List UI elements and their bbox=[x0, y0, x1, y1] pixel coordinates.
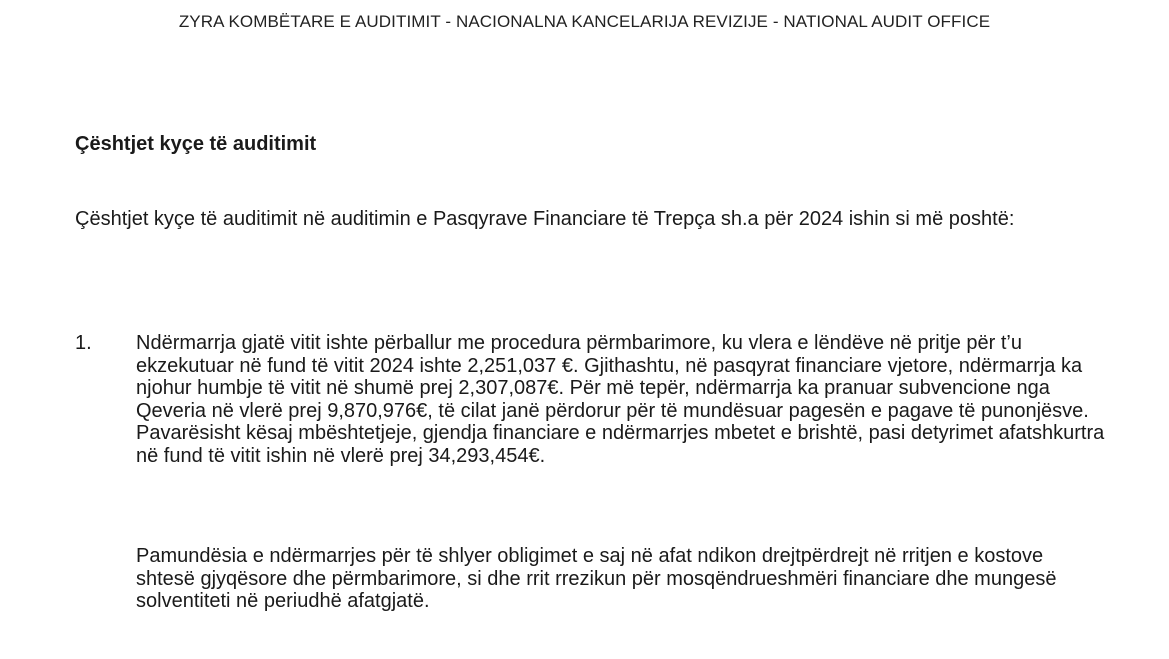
list-item-paragraph: Pamundësia e ndërmarrjes për të shlyer obligimet e saj në afat ndikon drejtpërdrejt në rritjen e kostove shtesë gjyqësore dhe përmbarimore, si dhe rrit rrezikun për mosqëndrueshmëri financiare dhe mungesë solventiteti në periudhë afatgjatë. bbox=[136, 545, 1057, 613]
intro-paragraph: Çështjet kyçe të auditimit në auditimin e Pasqyrave Financiare të Trepça sh.a për 2024 ishin si më poshtë: bbox=[75, 208, 1015, 230]
list-item-paragraph: Ndërmarrja gjatë vitit ishte përballur me procedura përmbarimore, ku vlera e lëndëve në pritje për t’u ekzekutuar në fund të vitit 2024 ishte 2,251,037 €. Gjithashtu, në pasqyrat financiare vjetore, ndërmarrja ka njohur humbje të vitit në shumë prej 2,307,087€. Për më tepër, ndërmarrja ka pranuar subvencione nga Qeveria në vlerë prej 9,870,976€, të cilat janë përdorur për të mundësuar pagesën e pagave të punonjësve. Pavarësisht kësaj mbështetjeje, gjendja financiare e ndërmarrjes mbetet e brishtë, pasi detyrimet afatshkurtra në fund të vitit ishin në vlerë prej 34,293,454€. bbox=[136, 332, 1105, 467]
page-header: ZYRA KOMBËTARE E AUDITIMIT - NACIONALNA KANCELARIJA REVIZIJE - NATIONAL AUDIT OFFICE bbox=[178, 12, 991, 31]
list-item-number: 1. bbox=[75, 332, 92, 354]
section-heading: Çështjet kyçe të auditimit bbox=[75, 133, 317, 155]
